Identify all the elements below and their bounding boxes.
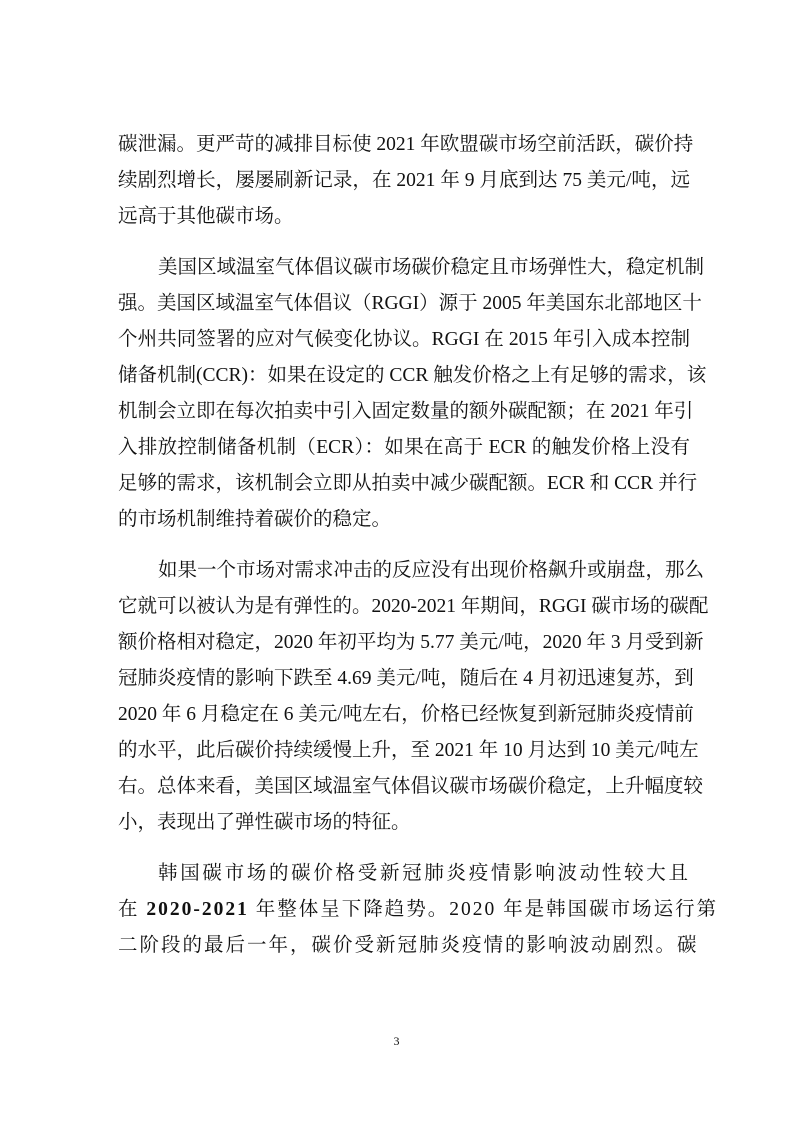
text: 在 <box>118 899 147 920</box>
text: 年整体呈下降趋势。2020 年是韩国碳市场运行第 <box>248 899 719 920</box>
page-number: 3 <box>393 1034 400 1048</box>
paragraph-line: 足够的需求，该机制会立即从拍卖中减少碳配额。ECR 和 CCR 并行 <box>118 473 698 494</box>
paragraph-line: 美国区域温室气体倡议碳市场碳价稳定且市场弹性大，稳定机制 <box>158 257 705 278</box>
paragraph-line: 强。美国区域温室气体倡议（RGGI）源于 2005 年美国东北部地区十 <box>118 293 702 314</box>
paragraph-line: 冠肺炎疫情的影响下跌至 4.69 美元/吨，随后在 4 月初迅速复苏，到 <box>118 668 694 689</box>
paragraph-line: 入排放控制储备机制（ECR）：如果在高于 ECR 的触发价格上没有 <box>118 437 690 458</box>
paragraph-line: 韩国碳市场的碳价格受新冠肺炎疫情影响波动性较大且 <box>158 863 690 884</box>
paragraph-line: 额价格相对稳定，2020 年初平均为 5.77 美元/吨，2020 年 3 月受到新 <box>118 632 704 653</box>
paragraph-line: 右。总体来看，美国区域温室气体倡议碳市场碳价稳定，上升幅度较 <box>118 776 704 797</box>
paragraph-line: 机制会立即在每次拍卖中引入固定数量的额外碳配额；在 2021 年引 <box>118 401 694 422</box>
paragraph-line: 个州共同签署的应对气候变化协议。RGGI 在 2015 年引入成本控制 <box>118 329 690 350</box>
paragraph-line: 的市场机制维持着碳价的稳定。 <box>118 509 392 530</box>
paragraph-line: 如果一个市场对需求冲击的反应没有出现价格飙升或崩盘，那么 <box>158 560 705 581</box>
paragraph-line: 小，表现出了弹性碳市场的特征。 <box>118 812 411 833</box>
bold-year-range: 2020-2021 <box>146 899 249 920</box>
paragraph-line <box>118 898 719 922</box>
paragraph-line: 碳泄漏。更严苛的减排目标使 2021 年欧盟碳市场空前活跃，碳价持 <box>118 134 694 155</box>
paragraph-line: 二阶段的最后一年，碳价受新冠肺炎疫情的影响波动剧烈。碳 <box>118 935 699 956</box>
paragraph-line: 续剧烈增长，屡屡刷新记录，在 2021 年 9 月底到达 75 美元/吨，远 <box>118 170 690 191</box>
paragraph-line: 它就可以被认为是有弹性的。2020-2021 年期间，RGGI 碳市场的碳配 <box>118 596 709 617</box>
paragraph-line: 储备机制(CCR)：如果在设定的 CCR 触发价格之上有足够的需求，该 <box>118 365 707 386</box>
paragraph-line: 远高于其他碳市场。 <box>118 206 294 227</box>
paragraph-line: 的水平，此后碳价持续缓慢上升，至 2021 年 10 月达到 10 美元/吨左 <box>118 740 699 761</box>
paragraph-line: 2020 年 6 月稳定在 6 美元/吨左右，价格已经恢复到新冠肺炎疫情前 <box>118 704 694 725</box>
